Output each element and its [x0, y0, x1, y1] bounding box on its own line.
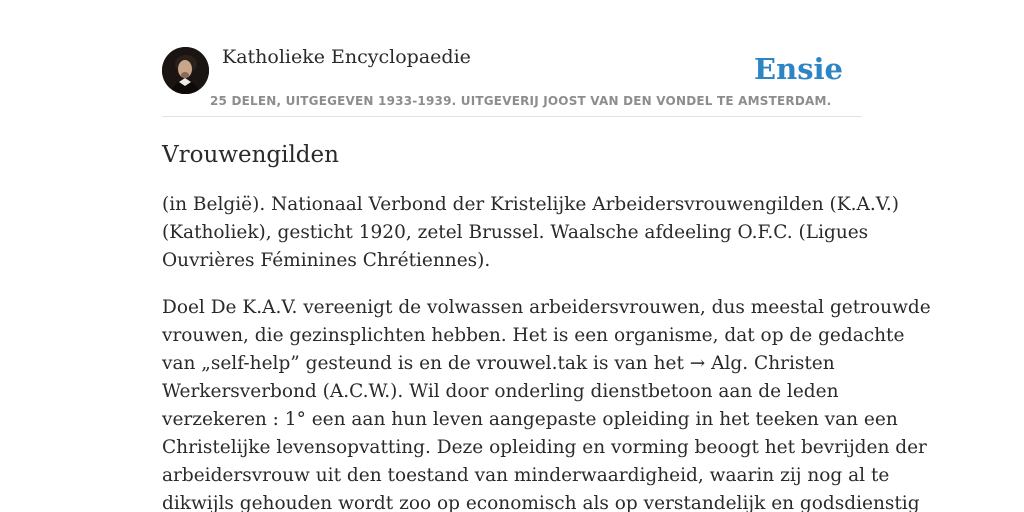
- paragraph-line: Doel De K.A.V. vereenigt de volwassen arbeidersvrouwen, dus meestal getrouwde: [162, 297, 931, 318]
- paragraph-line: Christelijke levensopvatting. Deze opleiding en vorming beoogt het bevrijden der: [162, 437, 927, 458]
- portrait-avatar-icon[interactable]: [162, 47, 209, 94]
- article-paragraph: [162, 191, 899, 275]
- paragraph-line: vrouwen, die gezinsplichten hebben. Het is een organisme, dat op de gedachte: [162, 325, 905, 346]
- header: [162, 44, 862, 117]
- paragraph-line: Ouvrières Féminines Chrétiennes).: [162, 250, 491, 271]
- paragraph-line: dikwijls gehouden wordt zoo op economisch als op verstandelijk en godsdienstig: [162, 493, 920, 512]
- article-paragraph: [162, 294, 931, 512]
- paragraph-line: Werkersverbond (A.C.W.). Wil door onderling dienstbetoon aan de leden: [162, 381, 839, 402]
- ensie-logo-link[interactable]: Ensie: [754, 52, 843, 86]
- article: [162, 138, 931, 512]
- paragraph-line: van „self-help” gesteund is en de vrouwel.tak is van het → Alg. Christen: [162, 353, 835, 374]
- article-title: Vrouwengilden: [162, 142, 339, 168]
- paragraph-line: verzekeren : 1° een aan hun leven aangepaste opleiding in het teeken van een: [162, 409, 898, 430]
- book-publication-info: 25 DELEN, UITGEGEVEN 1933-1939. UITGEVERIJ JOOST VAN DEN VONDEL TE AMSTERDAM.: [210, 94, 832, 108]
- paragraph-line: (Katholiek), gesticht 1920, zetel Brussel. Waalsche afdeeling O.F.C. (Ligues: [162, 222, 869, 243]
- paragraph-line: (in België). Nationaal Verbond der Kristelijke Arbeidersvrouwengilden (K.A.V.): [162, 194, 899, 215]
- book-title[interactable]: Katholieke Encyclopaedie: [222, 46, 471, 68]
- paragraph-line: arbeidersvrouw uit den toestand van minderwaardigheid, waarin zij nog al te: [162, 465, 890, 486]
